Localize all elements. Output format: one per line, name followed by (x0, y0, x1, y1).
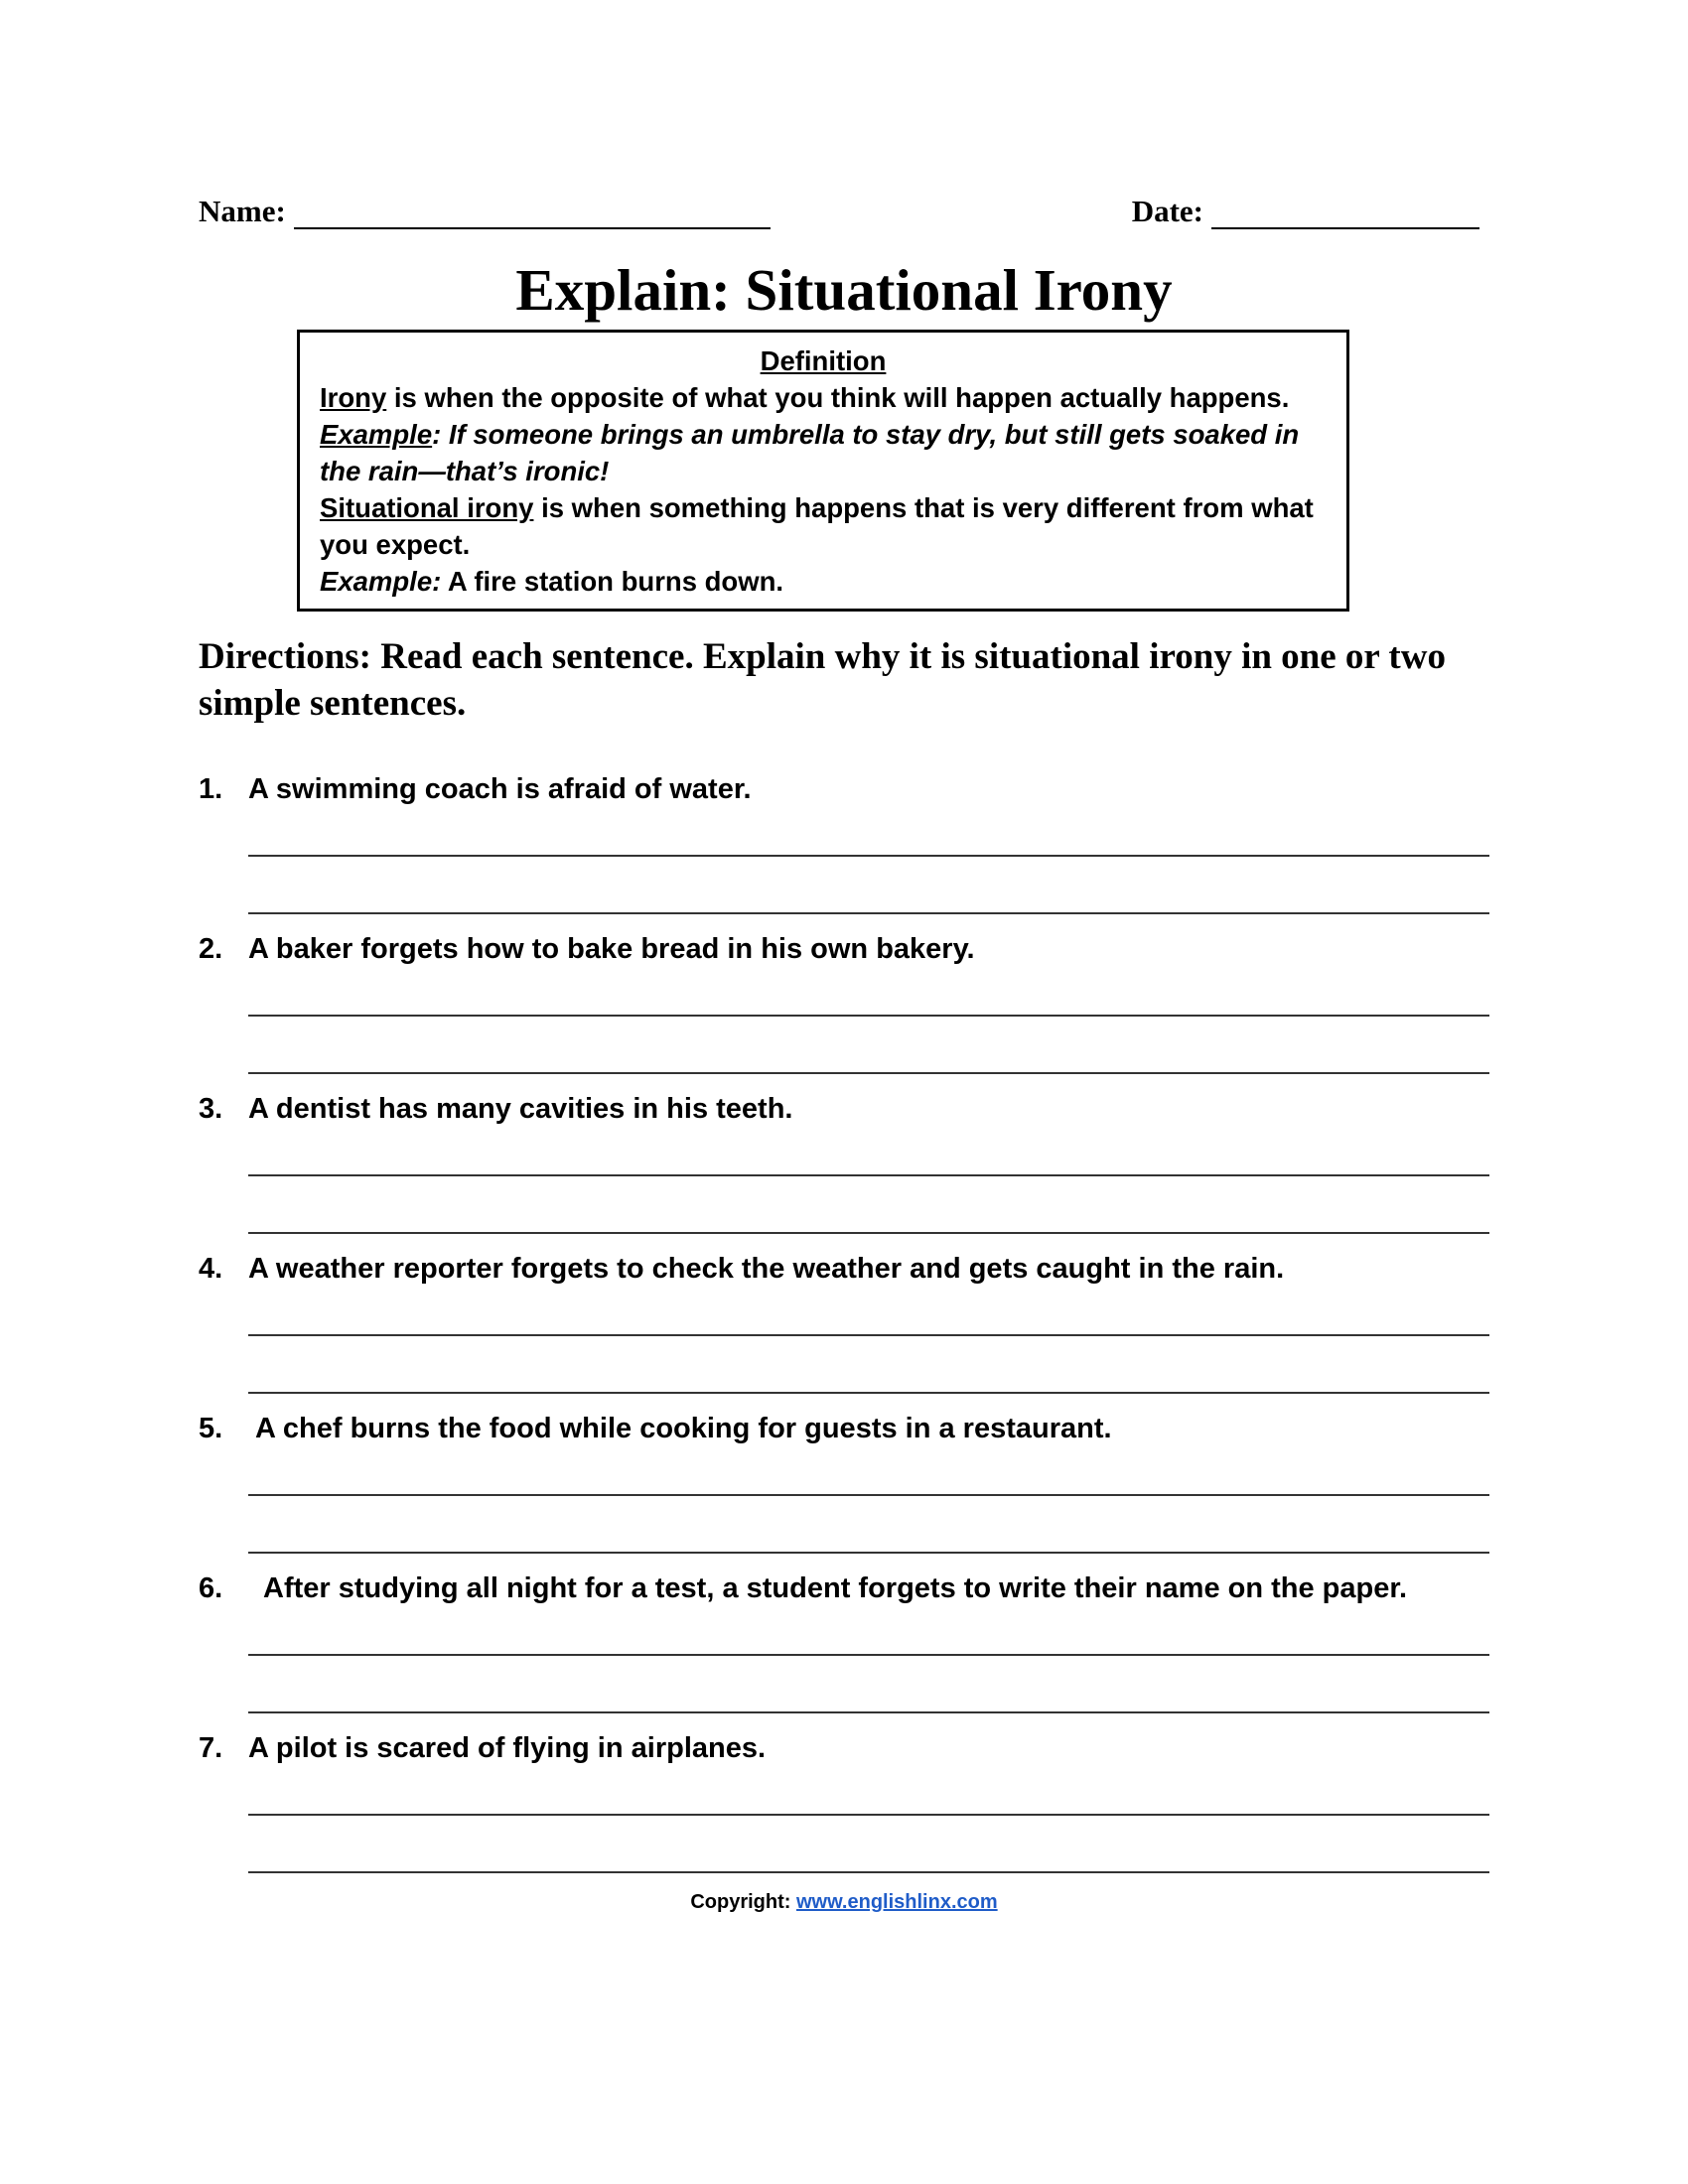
answer-line[interactable] (248, 1654, 1489, 1656)
answer-line[interactable] (248, 1174, 1489, 1176)
example-1-label: Example (320, 419, 433, 450)
question-number: 6. (199, 1571, 223, 1604)
question-item (199, 1728, 1489, 1888)
date-field (1132, 194, 1479, 229)
question-list (199, 769, 1489, 1888)
question-number: 1. (199, 772, 223, 805)
irony-text: is when the opposite of what you think will happen actually happens. (386, 382, 1290, 413)
answer-line[interactable] (248, 1232, 1489, 1234)
example-1-text: : If someone brings an umbrella to stay dry, but still gets soaked in the rain—that’s ironic! (320, 419, 1300, 486)
answer-line[interactable] (248, 1494, 1489, 1496)
answer-line[interactable] (248, 1334, 1489, 1336)
name-label: Name: (199, 194, 286, 228)
example-2 (320, 563, 1327, 600)
question-text: A dentist has many cavities in his teeth. (248, 1092, 793, 1125)
question-number: 3. (199, 1092, 223, 1125)
irony-definition (320, 379, 1327, 416)
irony-term: Irony (320, 382, 387, 413)
name-blank-line[interactable] (294, 202, 771, 229)
question-text: A pilot is scared of flying in airplanes. (248, 1731, 767, 1764)
answer-line[interactable] (248, 912, 1489, 914)
answer-line[interactable] (248, 1871, 1489, 1873)
question-text: A chef burns the food while cooking for guests in a restaurant. (248, 1412, 1112, 1444)
question-text: A weather reporter forgets to check the weather and gets caught in the rain. (248, 1252, 1285, 1285)
question-item (199, 1409, 1489, 1569)
date-blank-line[interactable] (1211, 202, 1479, 229)
question-item (199, 1249, 1489, 1409)
question-number: 4. (199, 1252, 223, 1285)
question-item (199, 769, 1489, 929)
copyright-footer (0, 1891, 1688, 1914)
page-title: Explain: Situational Irony (515, 257, 1173, 323)
header-row (199, 194, 1489, 239)
example-1 (320, 416, 1327, 489)
answer-line[interactable] (248, 1711, 1489, 1713)
situational-text: is when something happens that is very different from what you expect. (320, 492, 1314, 560)
situational-term: Situational irony (320, 492, 534, 523)
copyright-link[interactable]: www.englishlinx.com (796, 1891, 998, 1913)
directions: Directions: Read each sentence. Explain why it is situational irony in one or two simple sentences. (199, 636, 1446, 724)
question-number: 5. (199, 1412, 223, 1444)
example-2-text: A fire station burns down. (441, 566, 784, 597)
question-item (199, 1569, 1489, 1728)
answer-line[interactable] (248, 855, 1489, 857)
name-field (199, 194, 771, 229)
question-number: 2. (199, 932, 223, 965)
definition-heading: Definition (760, 345, 887, 376)
question-item (199, 1089, 1489, 1249)
answer-line[interactable] (248, 1552, 1489, 1554)
question-text: A swimming coach is afraid of water. (248, 772, 752, 805)
answer-line[interactable] (248, 1015, 1489, 1017)
question-item (199, 929, 1489, 1089)
answer-line[interactable] (248, 1072, 1489, 1074)
definition-box (297, 330, 1349, 612)
example-2-label: Example: (320, 566, 442, 597)
situational-definition (320, 489, 1327, 563)
copyright-label: Copyright: (690, 1891, 796, 1913)
question-text: A baker forgets how to bake bread in his own bakery. (248, 932, 975, 965)
date-label: Date: (1131, 194, 1203, 228)
question-text: After studying all night for a test, a student forgets to write their name on the paper. (248, 1571, 1408, 1604)
answer-line[interactable] (248, 1392, 1489, 1394)
question-number: 7. (199, 1731, 223, 1764)
answer-line[interactable] (248, 1814, 1489, 1816)
